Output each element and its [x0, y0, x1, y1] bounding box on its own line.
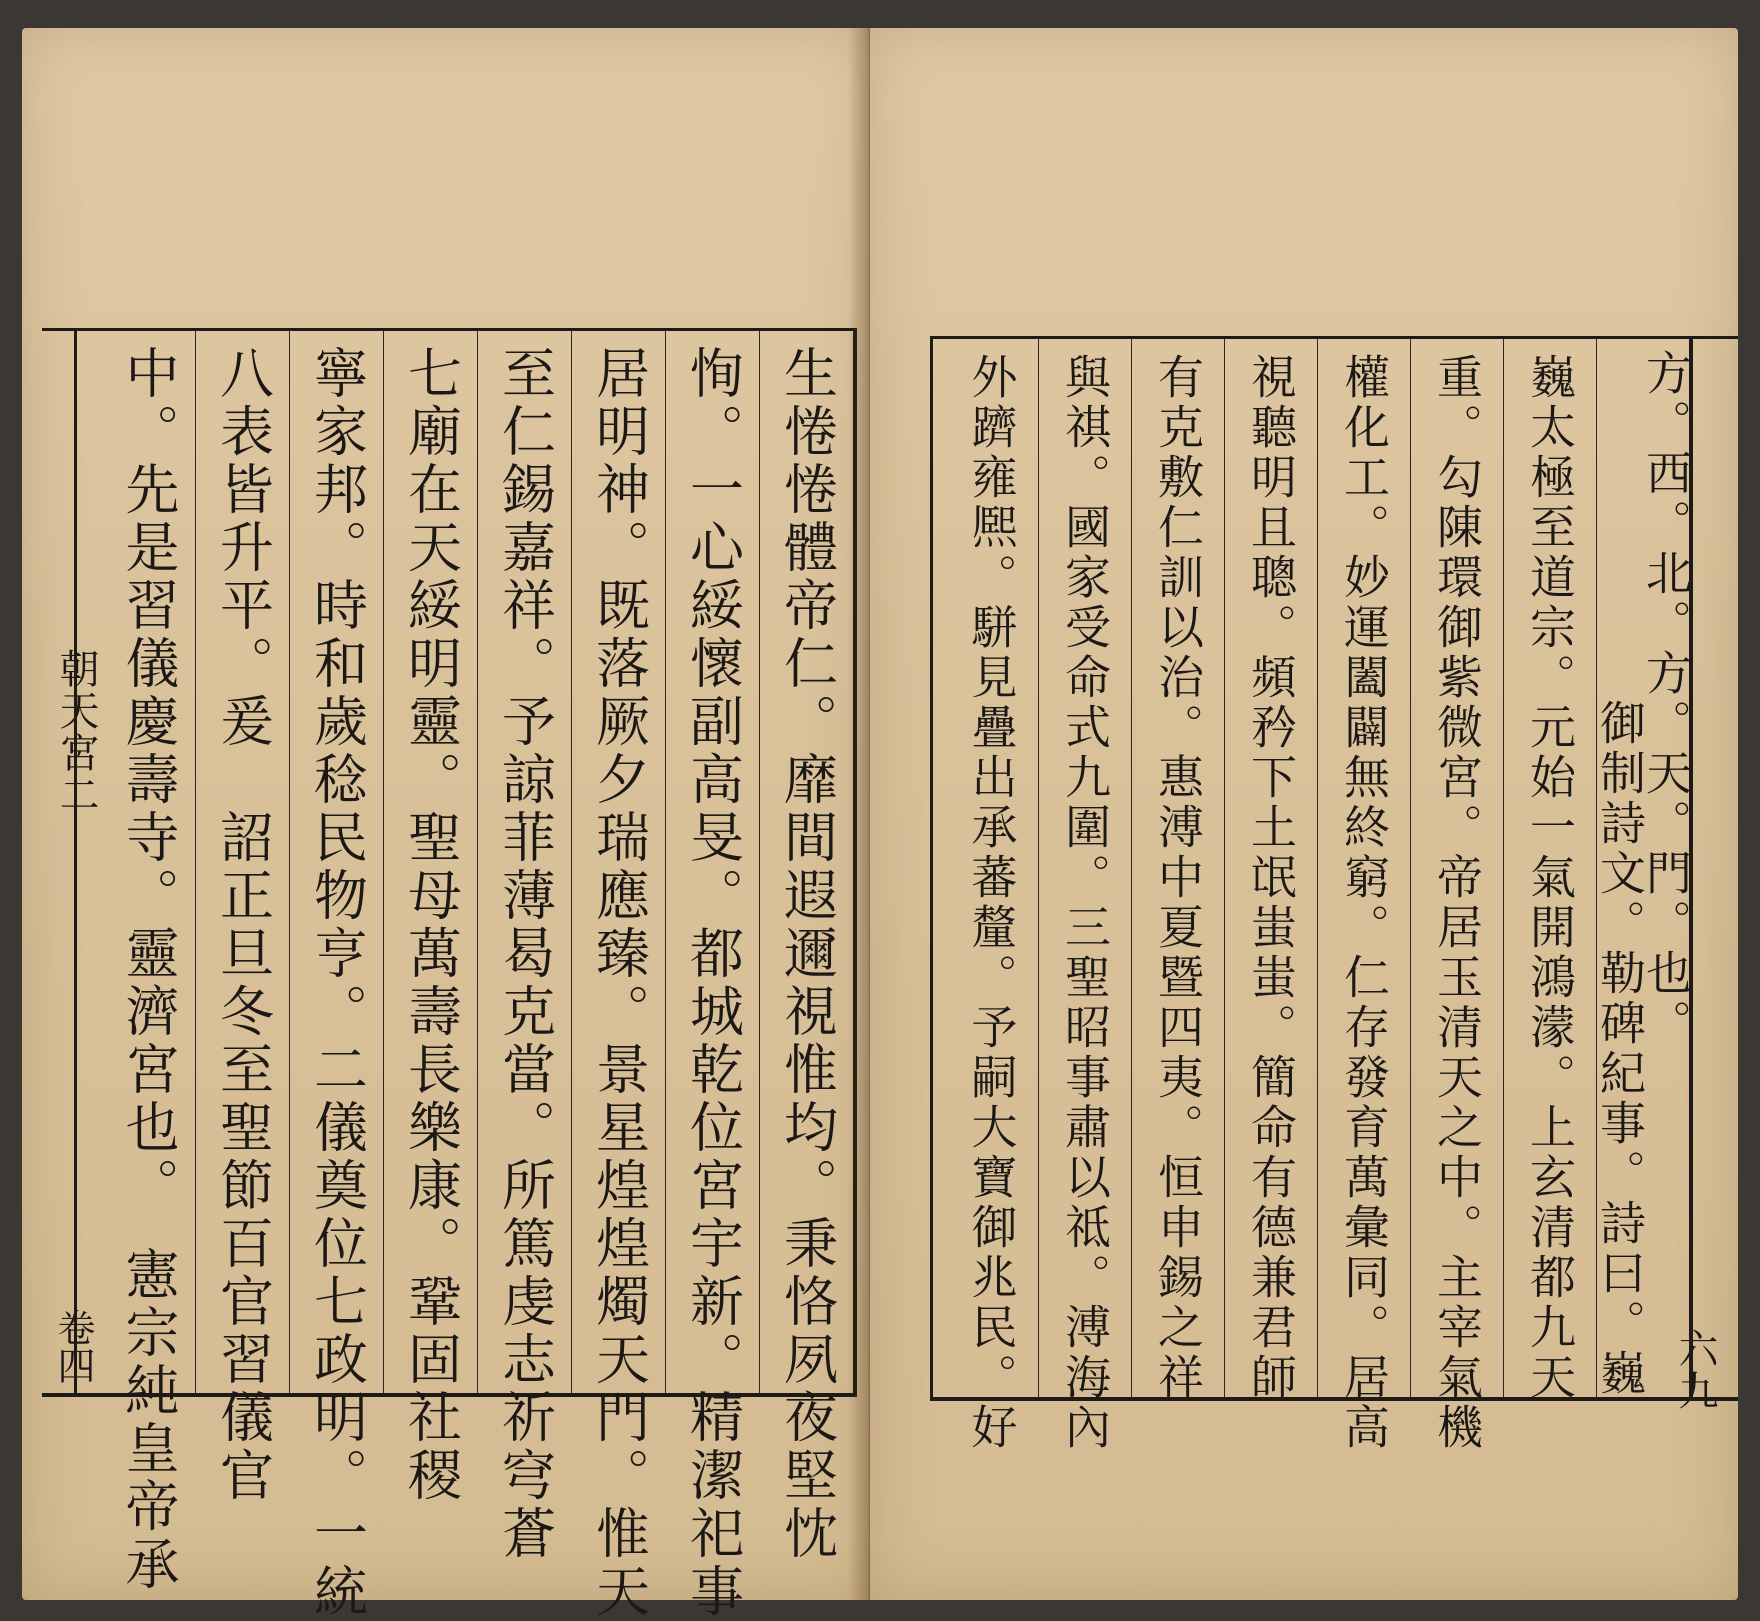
text-frame-left: [74, 328, 857, 1621]
text-column: 重。勾陳環御紫微宮。帝居玉清天之中。主宰氣機: [1410, 339, 1503, 1397]
text-column: 生惓惓體帝仁。靡間遐邇視惟均。秉恪夙夜堅忱: [759, 331, 853, 1393]
text-column: 至仁錫嘉祥。予諒菲薄曷克當。所篤虔志祈穹蒼: [477, 331, 571, 1393]
text-column: 中。先是習儀慶壽寺。靈濟宮也。 憲宗純皇帝承: [117, 345, 180, 1594]
text-column: 權化工。妙運闔闢無終窮。仁存發育萬彙同。居高: [1317, 339, 1410, 1397]
margin-volume-label: 卷四: [51, 1308, 95, 1384]
text-column: 恂。一心綏懷副高旻。都城乾位宮宇新。精潔祀事: [665, 331, 759, 1393]
text-column: 巍太極至道宗。元始一氣開鴻濛。上玄清都九天: [1503, 339, 1596, 1397]
text-column: 外躋雍熈。駢見疊出承蕃釐。予嗣大寶御兆民。好: [964, 353, 1019, 1453]
page-number: 六九: [1672, 1328, 1718, 1412]
right-page: [870, 28, 1738, 1600]
text-column: 寧家邦。時和歲稔民物亨。二儀奠位七政明。一統: [289, 331, 383, 1393]
text-column: 方。西。北。方。天。門。也。 御制詩文。勒碑紀事。詩曰。巍: [1596, 339, 1689, 1397]
margin-book-title: 朝天宮二: [53, 648, 99, 816]
page-margin-strip: [1686, 336, 1738, 1401]
text-column: 居明神。既落厥夕瑞應臻。景星煌煌燭天門。惟天: [571, 331, 665, 1393]
text-frame-right: [930, 336, 1693, 1453]
text-column: 七廟在天綏明靈。聖母萬壽長樂康。鞏固社稷: [383, 331, 477, 1393]
text-column: 八表皆升平。爰 詔正旦冬至聖節百官習儀官: [195, 331, 289, 1393]
page-margin-strip: [42, 328, 74, 1397]
text-column: 與祺。國家受命式九圍。三聖昭事肅以祗。溥海內: [1038, 339, 1131, 1397]
left-page: [22, 28, 870, 1621]
text-column: 視聽明且聰。頻矜下土氓蚩蚩。簡命有德兼君師: [1224, 339, 1317, 1397]
text-column: 有克敷仁訓以治。惠溥中夏暨四夷。恒申錫之祥: [1131, 339, 1224, 1397]
